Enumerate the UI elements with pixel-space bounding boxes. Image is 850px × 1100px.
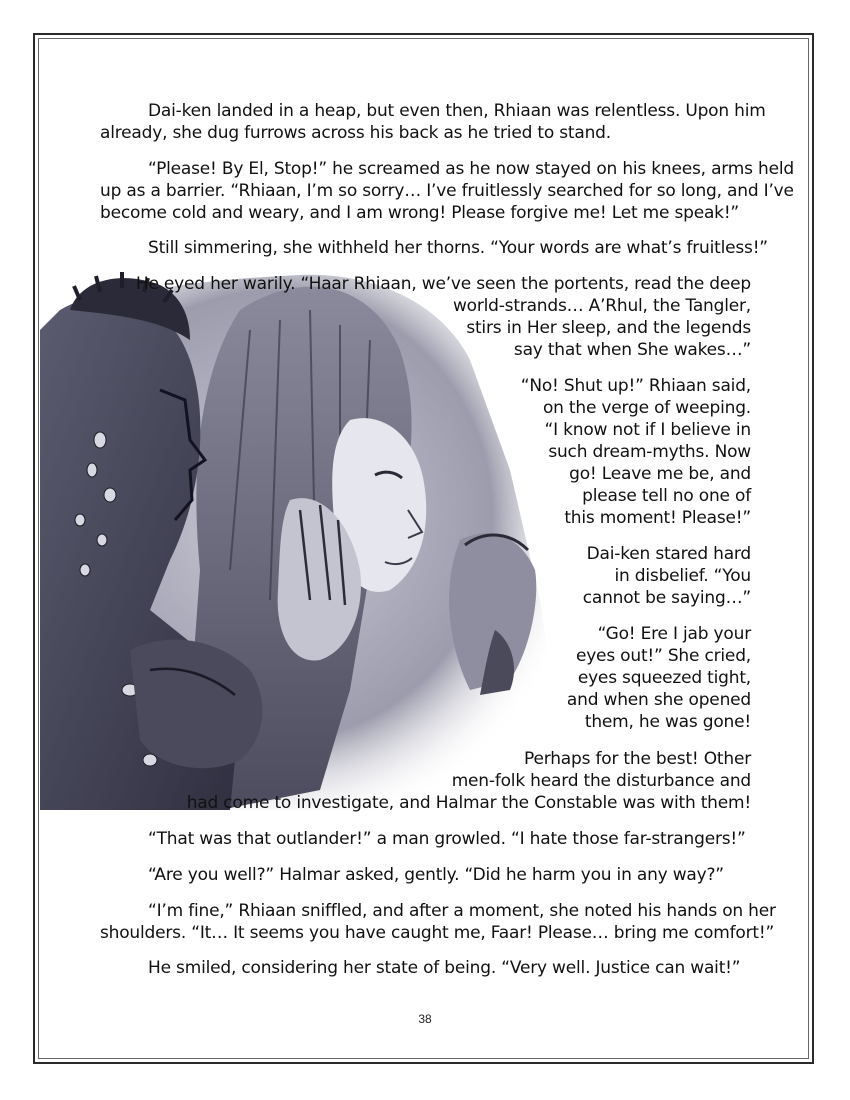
text-line: become cold and weary, and I am wrong! Please forgive me! Let me speak!”: [100, 203, 740, 223]
text-line: eyes out!” She cried,: [575, 646, 751, 666]
ink-illustration: [40, 270, 570, 810]
text-line: “Are you well?” Halmar asked, gently. “Did he harm you in any way?”: [148, 865, 724, 885]
text-line: “Please! By El, Stop!” he screamed as he now stayed on his knees, arms held: [148, 159, 794, 179]
text-line: world-strands… A’Rhul, the Tangler,: [452, 296, 751, 316]
page-number: 38: [418, 1012, 432, 1026]
text-line: up as a barrier. “Rhiaan, I’m so sorry… I’ve fruitlessly searched for so long, and I’ve: [100, 181, 794, 201]
text-line: please tell no one of: [582, 486, 751, 506]
text-line: “I know not if I believe in: [544, 420, 751, 440]
text-line: “No! Shut up!” Rhiaan said,: [520, 376, 751, 396]
text-line: Still simmering, she withheld her thorns. “Your words are what’s fruitless!”: [148, 238, 768, 258]
text-line: had come to investigate, and Halmar the Constable was with them!: [186, 793, 751, 813]
text-line: men-folk heard the disturbance and: [451, 771, 751, 791]
text-line: shoulders. “It… It seems you have caught me, Faar! Please… bring me comfort!”: [100, 923, 775, 943]
text-line: already, she dug furrows across his back as he tried to stand.: [100, 123, 611, 143]
text-line: Dai-ken stared hard: [586, 544, 751, 564]
text-line: He eyed her warily. “Haar Rhiaan, we’ve seen the portents, read the deep: [135, 274, 751, 294]
text-line: stirs in Her sleep, and the legends: [466, 318, 751, 338]
text-line: cannot be saying…”: [582, 588, 751, 608]
text-line: such dream-myths. Now: [548, 442, 751, 462]
text-line: on the verge of weeping.: [542, 398, 751, 418]
text-line: this moment! Please!”: [564, 508, 751, 528]
text-line: say that when She wakes…”: [513, 340, 751, 360]
text-line: Perhaps for the best! Other: [524, 749, 751, 769]
text-line: them, he was gone!: [584, 712, 751, 732]
text-line: “Go! Ere I jab your: [597, 624, 751, 644]
text-line: “I’m fine,” Rhiaan sniffled, and after a moment, she noted his hands on her: [148, 901, 776, 921]
text-line: in disbelief. “You: [614, 566, 751, 586]
text-line: eyes squeezed tight,: [577, 668, 751, 688]
text-line: Dai-ken landed in a heap, but even then, Rhiaan was relentless. Upon him: [148, 101, 766, 121]
text-line: “That was that outlander!” a man growled. “I hate those far-strangers!”: [148, 829, 746, 849]
text-line: He smiled, considering her state of being. “Very well. Justice can wait!”: [148, 958, 741, 978]
text-line: go! Leave me be, and: [569, 464, 751, 484]
text-line: and when she opened: [566, 690, 751, 710]
